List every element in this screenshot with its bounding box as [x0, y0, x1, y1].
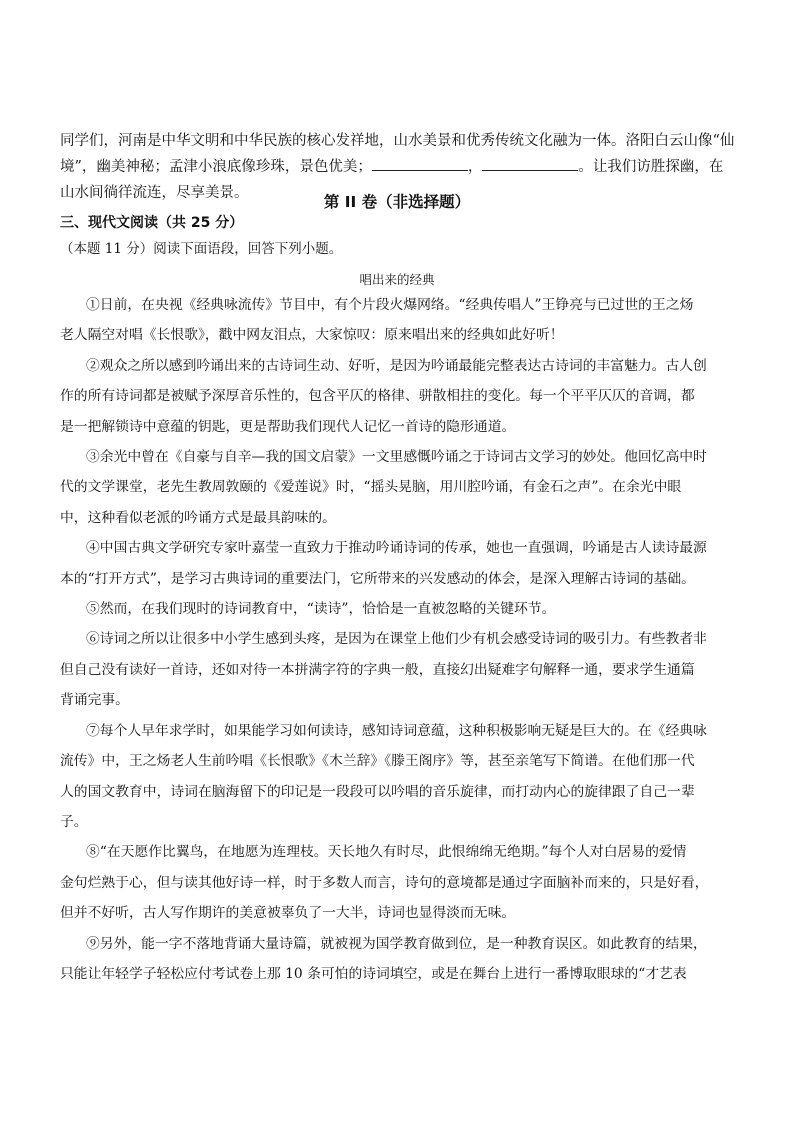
paragraph-line: 背诵完事。: [60, 692, 129, 709]
paragraph-line: 人的国文教育中，诗词在脑海留下的印记是一段段可以吟唱的音乐旋律，而打动内心的旋律跟了自己一辈: [60, 783, 695, 800]
paragraph-line: 作的所有诗词都是被赋予深厚音乐性的，包含平仄的格律、骈散相拄的变化。每一个平平仄仄的音调，都: [60, 388, 695, 405]
paragraph-8: [60, 837, 722, 928]
paragraph-line: 是一把解锁诗中意蕴的钥匙，更是帮助我们现代人记忆一首诗的隐形通道。: [60, 418, 516, 435]
paragraph-line: ⑧“在天愿作比翼鸟，在地愿为连理枝。天长地久有时尽，此恨绵绵无绝期。”每个人对白居易的爱情: [86, 844, 687, 861]
paragraph-line: 中，这种看似老派的吟诵方式是最具韵味的。: [60, 509, 336, 526]
intro-line-3: 山水间徜徉流连，尽享美景。: [60, 185, 249, 201]
paragraph-line: ⑥诗词之所以让很多中小学生感到头疼，是因为在课堂上他们少有机会感受诗词的吸引力。有些教者非: [86, 631, 707, 648]
answer-blank-1[interactable]: [372, 156, 468, 171]
intro-line-2-end: 。让我们访胜探幽，在: [578, 159, 724, 175]
paragraph-line: 本的“打开方式”，是学习古典诗词的重要法门，它所带来的兴发感动的体会，是深入理解古诗词的基础。: [60, 570, 695, 587]
article-title: 唱出来的经典: [359, 272, 435, 287]
paragraph-line: 金句烂熟于心，但与读其他好诗一样，时于多数人而言，诗句的意境都是通过字面脑补而来的，只是好看，: [60, 874, 709, 891]
paragraph-line: 代的文学课堂，老先生教周敦颐的《爱莲说》时，“摇头晃脑，用川腔吟诵，有金石之声”。在余光中眼: [60, 479, 682, 496]
section-heading: 三、现代文阅读（共 25 分）: [60, 215, 244, 231]
paragraph-7: [60, 716, 722, 838]
paragraph-5: [60, 594, 722, 624]
paragraph-line: ②观众之所以感到吟诵出来的古诗词生动、好听，是因为吟诵最能完整表达古诗词的丰富魅力。古人创: [86, 357, 707, 374]
answer-blank-2[interactable]: [482, 156, 578, 171]
paragraph-line: ⑤然而，在我们现时的诗词教育中，“读诗”，恰恰是一直被忽略的关键环节。: [86, 601, 556, 618]
paragraph-line: ③余光中曾在《自豪与自辛—我的国文启蒙》一文里感慨吟诵之于诗词古文学习的妙处。他回忆高中时: [86, 449, 707, 466]
section-title: 第 II 卷（非选择题）: [323, 193, 471, 211]
paragraph-line: ①日前，在央视《经典咏流传》节目中，有个片段火爆网络。“经典传唱人”王铮亮与已过世的王之炀: [86, 297, 694, 313]
paragraph-1: [60, 290, 722, 351]
article-body: [60, 290, 722, 989]
intro-line-1: 同学们，河南是中华文明和中华民族的核心发祥地，山水美景和优秀传统文化融为一体。洛阳白云山像“仙: [60, 133, 735, 149]
paragraph-3: [60, 442, 722, 533]
paragraph-line: 但并不好听，古人写作期许的美意被辜负了一大半，诗词也显得淡而无味。: [60, 905, 516, 922]
paragraph-6: [60, 624, 722, 715]
paragraph-9: [60, 929, 722, 990]
paragraph-line: ④中国古典文学研究专家叶嘉莹一直致力于推动吟诵诗词的传承，她也一直强调，吟诵是古人读诗最源: [86, 540, 707, 557]
paragraph-4: [60, 533, 722, 594]
paragraph-line: 只能让年轻学子轻松应付考试卷上那 10 条可怕的诗词填空，或是在舞台上进行一番博取眼球的“才艺表: [60, 965, 687, 982]
paragraph-line: 子。: [60, 813, 88, 830]
paragraph-line: 老人隔空对唱《长恨歌》，戳中网友泪点，大家惊叹：原来唱出来的经典如此好听！: [60, 327, 564, 344]
question-instruction: （本题 11 分）阅读下面语段，回答下列小题。: [60, 241, 343, 257]
paragraph-line: 流传》中，王之炀老人生前吟唱《长恨歌》《木兰辞》《滕王阁序》等，甚至亲笔写下简谱。在他们那一代: [60, 753, 695, 770]
paragraph-line: 但自己没有读好一首诗，还如对待一本拼满字符的字典一般，直接幻出疑难字句解释一通，要求学生通篇: [60, 661, 695, 678]
paragraph-line: ⑨另外，能一字不落地背诵大量诗篇，就被视为国学教育做到位，是一种教育误区。如此教育的结果，: [86, 935, 707, 952]
intro-line-2-text: 境”，幽美神秘；孟津小浪底像珍珠，景色优美；: [60, 159, 372, 175]
blank-separator: ，: [467, 159, 483, 175]
paragraph-line: ⑦每个人早年求学时，如果能学习如何读诗，感知诗词意蕴，这种积极影响无疑是巨大的。在《经典咏: [86, 722, 707, 739]
paragraph-2: [60, 351, 722, 442]
intro-line-2: [60, 154, 736, 180]
